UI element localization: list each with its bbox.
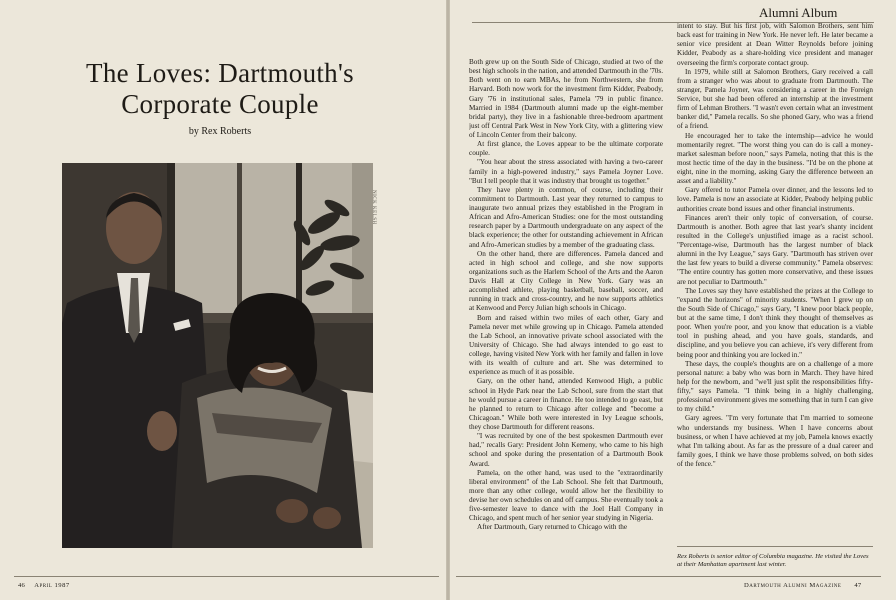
paragraph: They have plenty in common, of course, including their commitment to Dartmouth. Last year they returned to campus to inaugurate two annual prizes they established in the Program in African and Afro-American Studies: one for the most outstanding research paper by a Dartmouth undergraduate on any aspect of the black experience; the other for outstanding achievement in African and Afro-American studies by a member of the graduating class. [469, 185, 663, 249]
paragraph: Pamela, on the other hand, was used to the "extraordinarily liberal environment" of the Lab School. She felt that Dartmouth, more than any other college, would allow her the flexibility to devise her own schedules on and off campus. She eventually took a five-semester leave to dance with the Joel Hall Company in Chicago, and spent much of her senior year studying in Nigeria. [469, 468, 663, 523]
left-page [0, 0, 446, 600]
article-title: The Loves: Dartmouth's Corporate Couple [86, 58, 354, 119]
page-number: 46 [18, 582, 25, 589]
paragraph: In 1979, while still at Salomon Brothers, Gary received a call from a stranger who was about to graduate from Dartmouth. The stranger, Pamela Joyner, was considering a career in the Foreign Service, but she had been offered an internship at the investment firm of Lehman Brothers. "I wasn't even certain what an investment banker did," Pamela recalls. So she phoned Gary, who was a friend of a friend. [677, 67, 873, 131]
paragraph: Born and raised within two miles of each other, Gary and Pamela never met while growing up in Chicago. Pamela attended the Lab School, an innovative private school associated with the University of Chicago. She had always intended to go east to college, having visited New York with her family and fallen in love with its wealth of culture and art. She was determined to experience as much of it as possible. [469, 313, 663, 377]
folio-right [744, 582, 861, 589]
text-column-1 [469, 58, 663, 570]
page-number: 47 [854, 582, 862, 589]
paragraph: Both grew up on the South Side of Chicago, studied at two of the best high schools in the nation, and attended Dartmouth in the '70s. Both went on to earn MBAs, he from Northwestern, she from Harvard. Both now work for the investment firm Kidder, Peabody, Gary '76 in institutional sales, Pamela '79 in public finance. Married in 1984 (Dartmouth alumni made up the eight-member bridal party), they live in a fashionable three-bedroom apartment just off Central Park West in New York City, with a glittering view of Lincoln Center from their balcony. [469, 58, 663, 139]
couple-photo [62, 163, 373, 548]
paragraph: intent to stay. But his first job, with Salomon Brothers, sent him back east for training in New York. He never left. He later became a senior vice president at Dean Witter Reynolds before joining Kidder, Peabody as a share-holding vice president and manager overseeing the firm's corporate contact group. [677, 22, 873, 67]
text-column-2 [677, 22, 873, 538]
byline: by Rex Roberts [188, 126, 252, 137]
paragraph: These days, the couple's thoughts are on a challenge of a more personal nature: a baby who was born in March. They have hired help for the newborn, and "we'll just split the responsibilities fifty-fifty," says Pamela. "I think being in a highly challenging, professional environment gives me something that in turn I can give to my child." [677, 359, 873, 414]
paragraph: At first glance, the Loves appear to be the ultimate corporate couple. [469, 140, 663, 158]
paragraph: Gary, on the other hand, attended Kenwood High, a public school in Hyde Park near the Lab School, sure from the start that he would pursue a career in finance. He too intended to go east, but he planned to return to Chicago after college and "become a Chicagoan." While both were interested in Ivy League schools, they chose Dartmouth for different reasons. [469, 377, 663, 431]
section-head: Alumni Album [759, 5, 838, 20]
paragraph: Gary agrees. "I'm very fortunate that I'm married to someone who understands my business. When I have concerns about business, or when I have achieved at my job, Pamela knows exactly what I'm talking about. As far as the pressure of a dual career and family goes, I think we have those problems solved, on both sides of the fence." [677, 414, 873, 468]
paragraph: Finances aren't their only topic of conversation, of course. Dartmouth is another. Both agree that last year's shanty incident resulted in the College's unjustified image as a racist school. "Percentage-wise, Dartmouth has the largest number of black alumni in the Ivy League," says Gary. "Dartmouth has striven over the last few years to build a diverse community." Pamela observes: "The entire country has gotten more conservative, and these issues are not peculiar to Dartmouth." [677, 213, 873, 286]
paragraph: Gary offered to tutor Pamela over dinner, and the lessons led to love. Pamela is now an associate at Kidder, Peabody helping public authorities create bond issues and other financial instruments. [677, 186, 873, 213]
paragraph: On the other hand, there are differences. Pamela danced and acted in high school and college, and she now supports organizations such as the Harlem School of the Arts and the Aaron Davis Hall at City College in New York. Gary was an accomplished athlete, playing basketball, baseball, soccer, and running in track and cross-country, and he now supports athletics at Kenwood and Percy Julian high schools in Chicago. [469, 249, 663, 313]
magazine-name: Dartmouth Alumni Magazine [744, 582, 842, 589]
paragraph: The Loves say they have established the prizes at the College to "expand the horizons" of minority students. "When I grew up on the South Side of Chicago," says Gary, "I knew poor black people, but at the same time, I don't think they thought of themselves as poor. When you're poor, and you know that education is a viable tool in pushing ahead, and you have goals, standards, and discipline, and you believe you can achieve, it's very different from being poor and thinking you are locked in." [677, 286, 873, 359]
footer-rule-right [456, 576, 881, 577]
folio-left [18, 582, 70, 589]
bio-rule [677, 546, 873, 547]
photo-credit: NICK KELSH [371, 190, 376, 225]
author-bio: Rex Roberts is senior editor of Columbia magazine. He visited the Loves at their Manhattan apartment last winter. [677, 553, 869, 569]
footer-rule [14, 576, 439, 577]
issue-date: April 1987 [34, 582, 70, 589]
paragraph: After Dartmouth, Gary returned to Chicago with the [477, 523, 628, 532]
paragraph: "You hear about the stress associated with having a two-career family in a high-powered industry," says Pamela Joyner Love. "But I tell people that it was industry that brought us together." [469, 158, 663, 185]
paragraph: "I was recruited by one of the best spokesmen Dartmouth ever had," recalls Gary: President John Kemeny, who came to his high school and spoke during the presentation of a Dartmouth Book Award. [469, 432, 663, 468]
paragraph: He encouraged her to take the internship—advice he would momentarily regret. "The worst thing you can do is call a money-market salesman before noon," says Pamela, noting that this is the most hectic time of the day in the business. "I'd be on the phone at eight, nine in the morning, asking Gary the difference between an asset and a liability." [677, 131, 873, 186]
